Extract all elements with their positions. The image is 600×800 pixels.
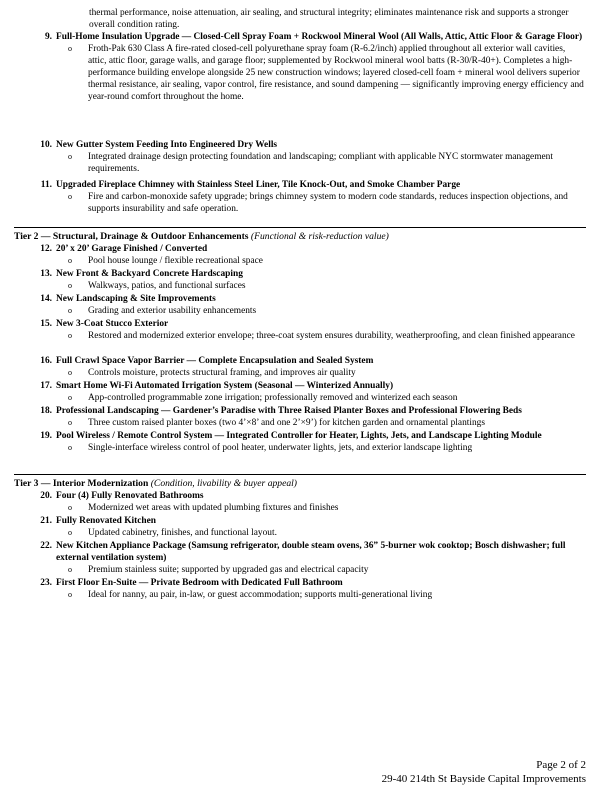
item-title: Smart Home Wi-Fi Automated Irrigation System (Seasonal — Winterized Annually) <box>56 381 394 391</box>
list-item <box>14 540 586 576</box>
item-detail: Ideal for nanny, au pair, in-law, or guest accommodation; supports multi-generational living <box>88 590 433 600</box>
list-item <box>14 405 586 429</box>
item-title: Four (4) Fully Renovated Bathrooms <box>56 491 204 501</box>
item-number: 12. <box>40 244 52 254</box>
item-detail: Modernized wet areas with updated plumbing fixtures and finishes <box>88 503 339 513</box>
item-detail: Premium stainless suite; supported by upgraded gas and electrical capacity <box>88 565 369 575</box>
item-title: 20’ x 20’ Garage Finished / Converted <box>56 244 208 254</box>
tier-3-heading <box>14 474 586 490</box>
item-detail: App-controlled programmable zone irrigation; professionally removed and winterized each season <box>88 393 458 403</box>
tier-title: Tier 2 — Structural, Drainage & Outdoor Enhancements <box>14 231 249 242</box>
item-title: New 3-Coat Stucco Exterior <box>56 319 169 329</box>
carryover-text: thermal performance, noise attenuation, air sealing, and structural integrity; eliminates maintenance risk and supports a stronger overall condition rating. <box>89 8 569 30</box>
list-item <box>14 380 586 404</box>
item-title: New Gutter System Feeding Into Engineered Dry Wells <box>56 140 278 150</box>
item-number: 9. <box>44 32 52 42</box>
bullet-icon: o <box>68 443 72 452</box>
item-number: 23. <box>40 578 52 588</box>
item-number: 21. <box>40 516 52 526</box>
item-title: Upgraded Fireplace Chimney with Stainless Steel Liner, Tile Knock-Out, and Smoke Chamber Parge <box>56 180 461 190</box>
item-title: New Front & Backyard Concrete Hardscaping <box>56 269 243 279</box>
item-title: Professional Landscaping — Gardener’s Paradise with Three Raised Planter Boxes and Professional Flowering Beds <box>56 406 522 416</box>
item-title: Full-Home Insulation Upgrade — Closed-Cell Spray Foam + Rockwool Mineral Wool (All Walls, Attic, Attic Floor & Garage Floor) <box>56 32 583 42</box>
item-detail: Froth-Pak 630 Class A fire-rated closed-cell polyurethane spray foam (R-6.2/inch) applied throughout all exterior wall cavities, attic, attic floor, garage walls, and garage floor; supplemented by Rockwool mineral wool batts (R-30/R-40+). Completes a high-performance building envelope alongside 25 new construction windows; layered closed-cell foam + mineral wool delivers superior thermal resistance, air sealing, vapor control, fire resistance, and sound dampening — significantly improving energy efficiency and year-round comfort throughout the home. <box>88 44 584 102</box>
item-detail: Controls moisture, protects structural framing, and improves air quality <box>88 368 356 378</box>
bullet-icon: o <box>68 565 72 574</box>
item-number: 14. <box>40 294 52 304</box>
item-number: 20. <box>40 491 52 501</box>
item-number: 18. <box>40 406 52 416</box>
item-detail: Fire and carbon-monoxide safety upgrade; brings chimney system to modern code standards, reduces inspection objections, and supports insurability and safe operation. <box>88 192 568 214</box>
bullet-icon: o <box>68 192 72 201</box>
page-footer <box>382 758 586 786</box>
list-item <box>14 430 586 454</box>
tier-2-heading <box>14 227 586 243</box>
bullet-icon: o <box>68 44 72 53</box>
list-item <box>14 515 586 539</box>
bullet-icon: o <box>68 331 72 340</box>
item-number: 19. <box>40 431 52 441</box>
bullet-icon: o <box>68 503 72 512</box>
item-title: Pool Wireless / Remote Control System — Integrated Controller for Heater, Lights, Jets, and Landscape Lighting Module <box>56 431 542 441</box>
bullet-icon: o <box>68 281 72 290</box>
footer-address: 29-40 214th St Bayside Capital Improvements <box>381 773 586 785</box>
item-detail: Walkways, patios, and functional surfaces <box>88 281 246 291</box>
list-item <box>14 139 586 175</box>
list-item <box>14 268 586 292</box>
bullet-icon: o <box>68 256 72 265</box>
item-detail: Integrated drainage design protecting foundation and landscaping; compliant with applicable NYC stormwater management requirements. <box>88 152 553 174</box>
bullet-icon: o <box>68 528 72 537</box>
bullet-icon: o <box>68 306 72 315</box>
item-title: Full Crawl Space Vapor Barrier — Complete Encapsulation and Sealed System <box>56 356 374 366</box>
item-number: 22. <box>40 541 52 551</box>
list-item <box>14 31 586 103</box>
item-detail: Updated cabinetry, finishes, and functional layout. <box>88 528 277 538</box>
item-title: New Kitchen Appliance Package (Samsung refrigerator, double steam ovens, 36” 5-burner wok cooktop; Bosch dishwasher; full external ventilation system) <box>56 541 566 563</box>
tier-title: Tier 3 — Interior Modernization <box>14 478 149 489</box>
page-number: Page 2 of 2 <box>536 759 586 771</box>
item-detail: Single-interface wireless control of pool heater, underwater lights, jets, and exterior landscape lighting <box>88 443 473 453</box>
bullet-icon: o <box>68 368 72 377</box>
bullet-icon: o <box>68 393 72 402</box>
tier-note: (Condition, livability & buyer appeal) <box>150 478 298 489</box>
bullet-icon: o <box>68 152 72 161</box>
item-detail: Grading and exterior usability enhancements <box>88 306 257 316</box>
item-detail: Three custom raised planter boxes (two 4’×8’ and one 2’×9’) for kitchen garden and ornamental plantings <box>88 418 485 428</box>
list-item <box>14 243 586 267</box>
list-item <box>14 318 586 342</box>
list-item <box>14 490 586 514</box>
item-title: First Floor En-Suite — Private Bedroom with Dedicated Full Bathroom <box>56 578 343 588</box>
item-title: New Landscaping & Site Improvements <box>56 294 216 304</box>
list-item <box>14 355 586 379</box>
tier-note: (Functional & risk-reduction value) <box>250 231 389 242</box>
list-item <box>14 293 586 317</box>
item-number: 10. <box>40 140 52 150</box>
item-detail: Restored and modernized exterior envelope; three-coat system ensures durability, weatherproofing, and clean finished appearance <box>88 331 575 341</box>
item-number: 17. <box>40 381 52 391</box>
item-number: 11. <box>40 180 52 190</box>
bullet-icon: o <box>68 590 72 599</box>
item-detail: Pool house lounge / flexible recreational space <box>88 256 263 266</box>
item-number: 16. <box>40 356 52 366</box>
item-title: Fully Renovated Kitchen <box>56 516 156 526</box>
bullet-icon: o <box>68 418 72 427</box>
list-item <box>14 577 586 601</box>
item-number: 15. <box>40 319 52 329</box>
list-item <box>14 179 586 215</box>
item-number: 13. <box>40 269 52 279</box>
